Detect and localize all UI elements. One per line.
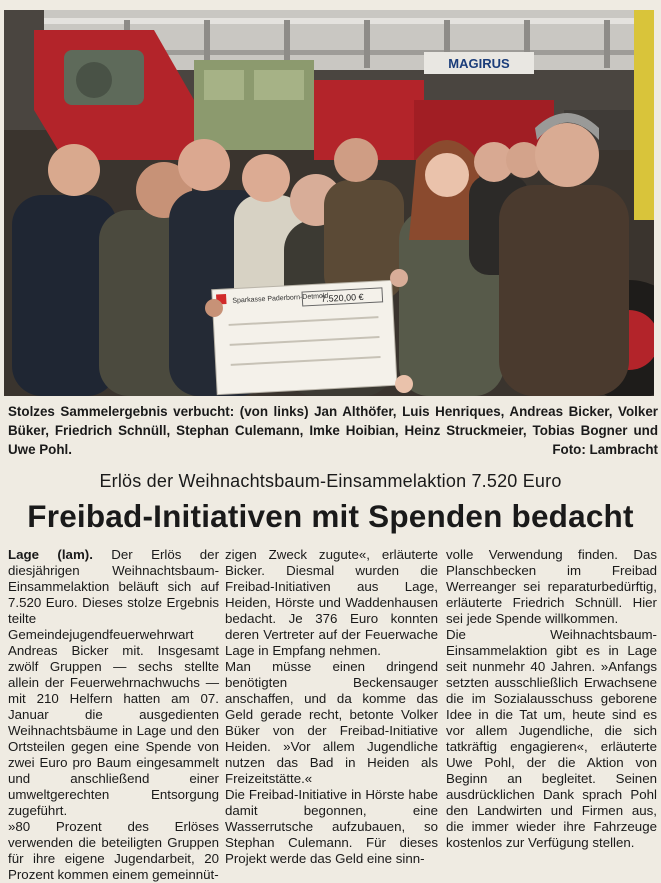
article-paragraph	[8, 547, 219, 819]
truck-brand-label: MAGIRUS	[448, 56, 510, 71]
article-kicker: Erlös der Weihnachtsbaum-Einsammelaktion 7.520 Euro	[99, 471, 562, 491]
paragraph-text: Der Erlös der diesjährigen Weihnachtsbaum-Einsammelaktion beläuft sich auf 7.520 Euro. Dieses stolze Ergebnis teilte Gemeindejugendfeuerwehrwart Andreas Bicker mit. Insgesamt zwölf Gruppen — sechs stellte allein der Feuerwehrnachwuchs — mit 210 Helfern hatten am 07. Januar die ausgedienten Weihnachtsbäume in Lage und den Ortsteilen gegen eine Spende von zwei Euro pro Baum eingesammelt und anschließend einer umweltgerechten Entsorgung zugeführt.	[8, 547, 219, 818]
article-paragraph: Die Weihnachtsbaum-Einsammelaktion gibt es in Lage seit nunmehr 40 Jahren. »Anfangs setzten ausschließlich Erwachsene die im Sozialausschuss geborene Idee in die Tat um, heute sind es vor allem Jugendliche, die sich tatkräftig engagieren«, erläuterte Uwe Pohl, der die Aktion von Beginn an begleitet. Seinen ausdrücklichen Dank sprach Pohl den Landwirten und Firmen aus, die immer wieder ihre Fahrzeuge kostenlos zur Verfügung stellen.	[446, 627, 657, 850]
article-headline: Freibad-Initiativen mit Spenden bedacht	[27, 498, 634, 534]
photo-illustration	[4, 10, 654, 396]
article-paragraph: Man müsse einen dringend benötigten Beckensauger anschaffen, und da komme das Geld gerade recht, betonte Volker Büker von der Freibad-Initiative Heiden. »Vor allem Jugendliche nutzen das Bad in Heiden als Freizeitstätte.«	[225, 659, 438, 786]
photo-caption	[8, 402, 658, 459]
article-paragraph: volle Verwendung finden. Das Planschbecken im Freibad Werreanger sei reparaturbedürftig, erläuterte Friedrich Schnüll. Hier sei jede Spende willkommen.	[446, 547, 657, 626]
caption-text: Stolzes Sammelergebnis verbucht: (von links) Jan Althöfer, Luis Henriques, Andreas Bicker, Volker Büker, Friedrich Schnüll, Stephan Culemann, Imke Hoibian, Heinz Struckmeier, Tobias Bogner und Uwe Pohl.	[8, 404, 658, 457]
check-bank-label: Sparkasse Paderborn-Detmold	[232, 292, 329, 305]
article-paragraph: zigen Zweck zugute«, erläuterte Bicker. Diesmal wurden die Freibad-Initiativen aus Lage, Heiden, Hörste und Waddenhausen bedacht. Je 376 Euro konnten deren Vertreter auf der Feuerwache Lage in Empfang nehmen.	[225, 547, 438, 658]
article-paragraph: »80 Prozent des Erlöses verwenden die beteiligten Gruppen für ihre eigene Jugendarbeit, 20 Prozent kommen einem gemeinnüt-	[8, 819, 219, 882]
group-photo	[4, 10, 654, 396]
check-amount-label: 7.520,00 €	[320, 291, 364, 305]
photo-credit: Foto: Lambracht	[552, 442, 658, 457]
article-column-3	[446, 547, 657, 851]
article-column-2	[225, 547, 438, 867]
dateline: Lage (lam).	[8, 547, 93, 562]
article-column-1	[8, 547, 219, 883]
article-paragraph: Die Freibad-Initiative in Hörste habe damit begonnen, eine Wasserrutsche aufzubauen, so Stephan Culemann. Für dieses Projekt werde das Geld eine sinn-	[225, 787, 438, 866]
